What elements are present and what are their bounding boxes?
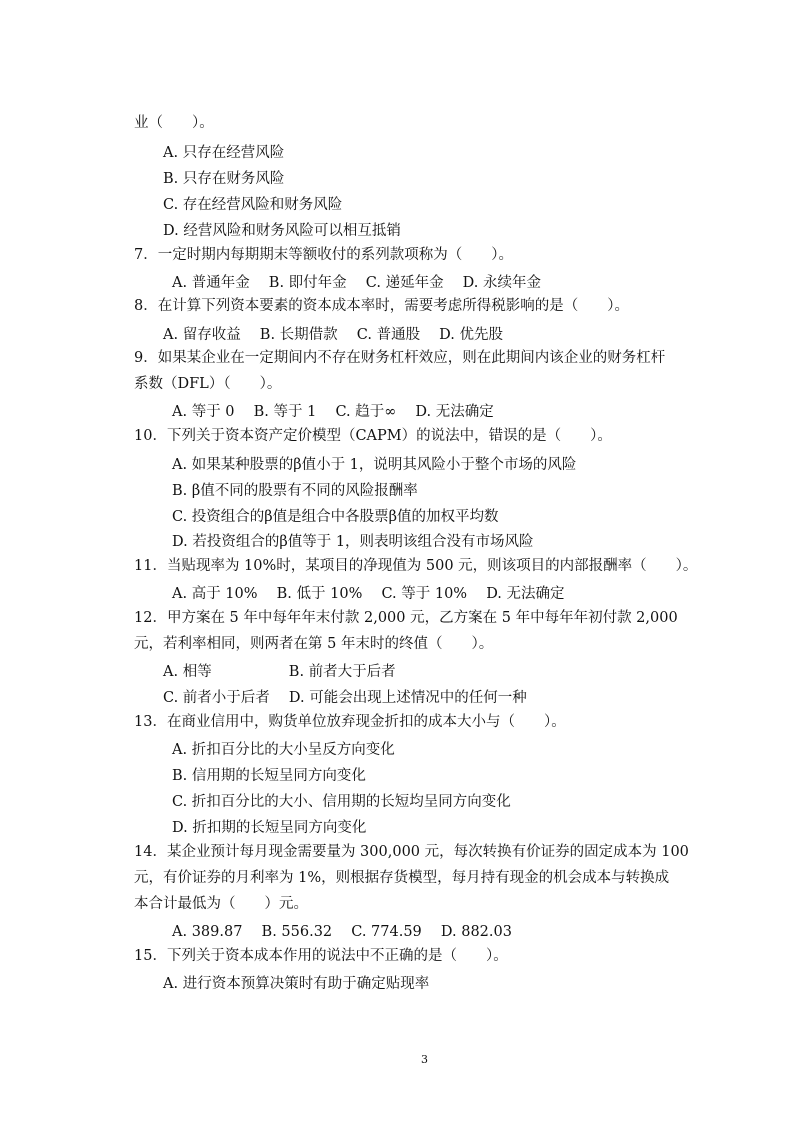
question-14-line-2: 元，有价证券的月利率为 1%，则根据存货模型，每月持有现金的机会成本与转换成 bbox=[134, 870, 670, 886]
question-13: 13．在商业信用中，购货单位放弃现金折扣的成本大小与（ ）。 bbox=[134, 714, 566, 730]
q10-option-a: A. 如果某种股票的β值小于 1，说明其风险小于整个市场的风险 bbox=[172, 457, 577, 473]
question-12-line-1: 12．甲方案在 5 年中每年年末付款 2,000 元，乙方案在 5 年中每年年初付款 2,000 bbox=[134, 610, 678, 626]
question-15: 15．下列关于资本成本作用的说法中不正确的是（ ）。 bbox=[134, 948, 508, 964]
q6-option-b: B. 只存在财务风险 bbox=[163, 171, 285, 187]
q8-options: A. 留存收益 B. 长期借款 C. 普通股 D. 优先股 bbox=[163, 327, 504, 343]
q9-options: A. 等于 0 B. 等于 1 C. 趋于∞ D. 无法确定 bbox=[172, 404, 494, 420]
q10-option-d: D. 若投资组合的β值等于 1，则表明该组合没有市场风险 bbox=[172, 534, 534, 550]
q13-option-b: B. 信用期的长短呈同方向变化 bbox=[172, 768, 366, 784]
q15-option-a: A. 进行资本预算决策时有助于确定贴现率 bbox=[163, 976, 430, 992]
question-9-line-1: 9．如果某企业在一定期间内不存在财务杠杆效应，则在此期间内该企业的财务杠杆 bbox=[134, 350, 666, 366]
q10-option-c: C. 投资组合的β值是组合中各股票β值的加权平均数 bbox=[172, 509, 499, 525]
page-number: 3 bbox=[421, 1053, 428, 1066]
q7-options: A. 普通年金 B. 即付年金 C. 递延年金 D. 永续年金 bbox=[172, 275, 542, 291]
q6-option-d: D. 经营风险和财务风险可以相互抵销 bbox=[163, 223, 401, 239]
q6-option-a: A. 只存在经营风险 bbox=[163, 145, 285, 161]
question-10: 10．下列关于资本资产定价模型（CAPM）的说法中，错误的是（ ）。 bbox=[134, 428, 612, 444]
q12-options-cd: C. 前者小于后者 D. 可能会出现上述情况中的任何一种 bbox=[163, 690, 527, 706]
question-12-line-2: 元，若利率相同，则两者在第 5 年末时的终值（ ）。 bbox=[134, 636, 494, 652]
q13-option-a: A. 折扣百分比的大小呈反方向变化 bbox=[172, 742, 395, 758]
question-14-line-3: 本合计最低为（ ）元。 bbox=[134, 896, 308, 912]
q13-option-d: D. 折扣期的长短呈同方向变化 bbox=[172, 820, 367, 836]
question-8: 8．在计算下列资本要素的资本成本率时，需要考虑所得税影响的是（ ）。 bbox=[134, 298, 629, 314]
question-7: 7．一定时期内每期期末等额收付的系列款项称为（ ）。 bbox=[134, 247, 513, 263]
question-11: 11．当贴现率为 10%时，某项目的净现值为 500 元，则该项目的内部报酬率（ ）。 bbox=[134, 558, 698, 574]
question-14-line-1: 14．某企业预计每月现金需要量为 300,000 元，每次转换有价证券的固定成本为 100 bbox=[134, 844, 689, 860]
q14-options: A. 389.87 B. 556.32 C. 774.59 D. 882.03 bbox=[172, 924, 512, 940]
q10-option-b: B. β值不同的股票有不同的风险报酬率 bbox=[172, 483, 418, 499]
q6-option-c: C. 存在经营风险和财务风险 bbox=[163, 197, 343, 213]
question-6-stem-end: 业（ ）。 bbox=[134, 115, 214, 131]
q13-option-c: C. 折扣百分比的大小、信用期的长短均呈同方向变化 bbox=[172, 794, 511, 810]
question-9-line-2: 系数（DFL）（ ）。 bbox=[134, 376, 282, 392]
q11-options: A. 高于 10% B. 低于 10% C. 等于 10% D. 无法确定 bbox=[172, 586, 565, 602]
q12-options-ab: A. 相等 B. 前者大于后者 bbox=[163, 664, 396, 680]
